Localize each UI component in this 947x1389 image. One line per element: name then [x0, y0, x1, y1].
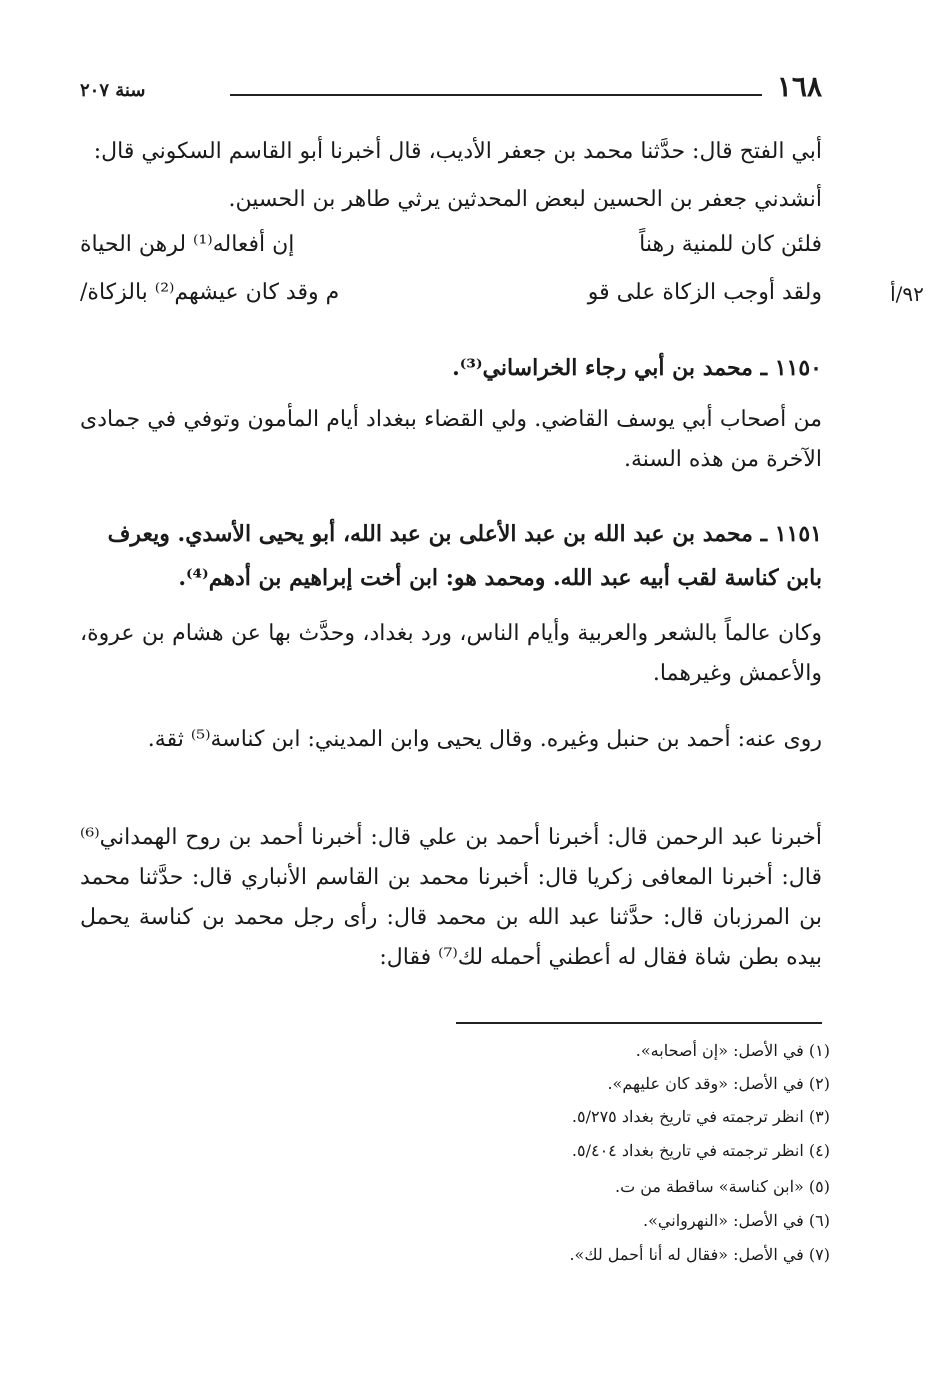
footnote-5: (٥) «ابن كناسة» ساقطة من ت.	[614, 1177, 830, 1196]
footnote-rule	[456, 1022, 822, 1024]
poem-verse-2-first-hemistich: ولقد أوجب الزكاة على قو	[587, 280, 822, 305]
poem-verse-1	[80, 232, 822, 272]
entry-1151-paragraph-1: وكان عالماً بالشعر والعربية وأيام الناس، ورد بغداد، وحدَّث بها عن هشام بن عروة، والأعمش وغيرهما.	[80, 621, 822, 686]
poem-verse-2-second-hemistich: م وقد كان عيشهم⁽²⁾ بالزكاة/	[80, 280, 340, 305]
poem-verse-1-first-hemistich: فلئن كان للمنية رهناً	[639, 232, 822, 257]
page-number: ١٦٨	[776, 70, 822, 103]
page-header	[80, 70, 822, 110]
footnote-6: (٦) في الأصل: «النهرواني».	[643, 1211, 830, 1230]
paragraph-intro-line2: أنشدني جعفر بن الحسين لبعض المحدثين يرثي طاهر بن الحسين.	[228, 187, 822, 212]
entry-1150-heading: ١١٥٠ ـ محمد بن أبي رجاء الخراساني⁽³⁾.	[452, 355, 822, 381]
entry-1150-text: من أصحاب أبي يوسف القاضي. ولي القضاء ببغداد أيام المأمون وتوفي في جمادى الآخرة من هذه السنة.	[80, 407, 822, 472]
entry-1151-paragraph-2: روى عنه: أحمد بن حنبل وغيره. وقال يحيى وابن المديني: ابن كناسة⁽⁵⁾ ثقة.	[147, 727, 822, 752]
footnote-1: (١) في الأصل: «إن أصحابه».	[635, 1041, 830, 1060]
footnote-2: (٢) في الأصل: «وقد كان عليهم».	[607, 1074, 830, 1093]
entry-1151-heading: ١١٥١ ـ محمد بن عبد الله بن عبد الأعلى بن عبد الله، أبو يحيى الأسدي. ويعرف بابن كناسة لقب أبيه عبد الله. ومحمد هو: ابن أخت إبراهيم بن أدهم⁽⁴⁾.	[107, 521, 822, 591]
manuscript-folio-marker: ٩٢/أ	[890, 282, 924, 306]
header-rule	[230, 94, 762, 96]
entry-1151-paragraph-3: أخبرنا عبد الرحمن قال: أخبرنا أحمد بن علي قال: أخبرنا أحمد بن روح الهمداني⁽⁶⁾ قال: أخبرنا المعافى زكريا قال: أخبرنا محمد بن القاسم الأنباري قال: حدَّثنا محمد بن المرزبان قال: حدَّثنا عبد الله بن محمد قال: رأى رجل محمد بن كناسة يحمل بيده بطن شاة فقال له أعطني أحمله لك⁽⁷⁾ فقال:	[80, 825, 822, 970]
paragraph-intro-line1: أبي الفتح قال: حدَّثنا محمد بن جعفر الأديب، قال أخبرنا أبو القاسم السكوني قال:	[93, 139, 822, 164]
footnote-4: (٤) انظر ترجمته في تاريخ بغداد ٥/٤٠٤.	[571, 1141, 830, 1160]
poem-verse-2	[80, 280, 822, 320]
running-head-year: سنة ٢٠٧	[80, 80, 146, 101]
poem-verse-1-second-hemistich: إن أفعاله⁽¹⁾ لرهن الحياة	[80, 232, 295, 257]
footnote-3: (٣) انظر ترجمته في تاريخ بغداد ٥/٢٧٥.	[571, 1107, 830, 1126]
footnote-7: (٧) في الأصل: «فقال له أنا أحمل لك».	[569, 1245, 830, 1264]
